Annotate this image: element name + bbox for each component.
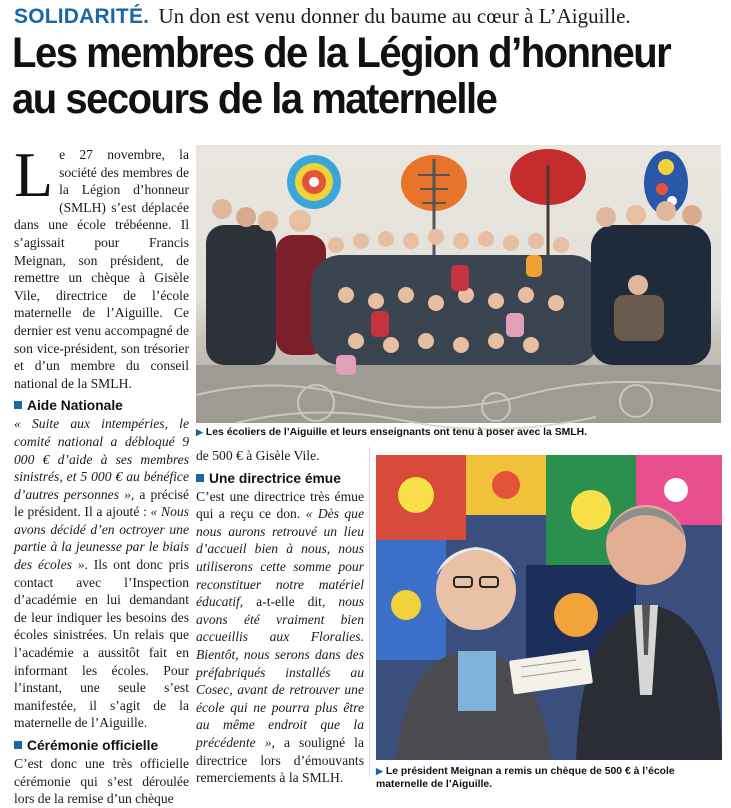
quote-3-attribution: a-t-elle dit, bbox=[243, 594, 339, 610]
subhead-ceremonie bbox=[14, 738, 189, 754]
headline-line-1: Les membres de la Légion d’honneur bbox=[12, 29, 671, 77]
directrice-paragraph bbox=[196, 488, 364, 787]
article-column-1 bbox=[14, 139, 189, 808]
subhead-text: Aide Nationale bbox=[27, 398, 123, 414]
mural-red-tree-icon bbox=[510, 149, 586, 255]
headline-line-2: au secours de la maternelle bbox=[12, 75, 497, 123]
triangle-bullet-icon: ▶ bbox=[196, 427, 203, 437]
mural-target-icon bbox=[287, 155, 341, 209]
subhead-text: Une directrice émue bbox=[209, 470, 341, 486]
drop-cap: L bbox=[14, 139, 54, 210]
triangle-bullet-icon: ▶ bbox=[376, 766, 383, 776]
caption-cheque-photo bbox=[376, 765, 722, 791]
subhead-aide-nationale bbox=[14, 398, 189, 414]
group-of-people bbox=[206, 199, 711, 375]
square-bullet-icon bbox=[196, 474, 204, 482]
quote-1-attribution: , a précisé le président. Il a ajouté : bbox=[14, 486, 189, 520]
square-bullet-icon bbox=[14, 401, 22, 409]
cheque-photo bbox=[376, 455, 722, 760]
quote-4: nous avons été vraiment bien accueillis aux Floralies. Bientôt, nous serons dans des préfabriqués installés au Cosec, avant de retrouver une école qui ne pourra plus être au même endroit que la précédente » bbox=[196, 594, 364, 750]
caption-text: Le président Meignan a remis un chèque de 500 € à l’école maternelle de l’Aiguille. bbox=[376, 766, 675, 790]
kicker-label: SOLIDARITÉ. bbox=[14, 5, 150, 28]
caption-text: Les écoliers de l’Aiguille et leurs enseignants ont tenu à poser avec la SMLH. bbox=[205, 427, 588, 438]
headline bbox=[12, 30, 677, 122]
directrice-intro: C’est une directrice très émue qui a reçu ce don. bbox=[196, 488, 364, 522]
quote-3: « Dès que nous aurons retrouvé un lieu d’accueil bien à nous, nous utiliserons cette somme pour reconstituer notre matériel éducatif, bbox=[196, 506, 364, 610]
directrice-paragraph-end: , a souligné la directrice lors d’émouvants remerciements à la SMLH. bbox=[196, 734, 364, 786]
ceremonie-paragraph: C’est donc une très officielle cérémonie qui s’est déroulée lors de la remise d’un chèque bbox=[14, 756, 189, 807]
square-bullet-icon bbox=[14, 741, 22, 749]
quote-2: « Nous avons décidé d’en octroyer une partie à la jeunesse par le biais des écoles » bbox=[14, 504, 189, 573]
subhead-text: Cérémonie officielle bbox=[27, 738, 159, 753]
subhead-directrice bbox=[196, 471, 364, 487]
aide-paragraph bbox=[14, 415, 189, 732]
column-2-continuation: de 500 € à Gisèle Vile. bbox=[196, 448, 320, 463]
cheque-photo-illustration bbox=[376, 455, 722, 760]
column-divider bbox=[369, 447, 370, 777]
article-column-2 bbox=[196, 447, 364, 787]
caption-group-photo bbox=[196, 426, 721, 440]
aide-paragraph-end: . Ils ont donc pris contact avec l’Inspection d’académie en lui demandant de leur indiquer les besoins des écoles sinistrées. Un relais que l’académie a aussitôt fait en informant les écoles. Pour l’instant, une seule s’est manifestée, il s’agit de la maternelle de l’Aiguille. bbox=[14, 557, 189, 731]
quote-1: « Suite aux intempéries, le comité national a débloqué 9 000 € d’aide à ses membres sinistrés, et 5 000 € au bénéfice d’autres personnes » bbox=[14, 416, 189, 502]
intro-paragraph bbox=[14, 139, 189, 392]
kicker bbox=[14, 4, 631, 29]
group-photo-illustration bbox=[196, 145, 721, 423]
kicker-text: Un don est venu donner du baume au cœur à L’Aiguille. bbox=[158, 4, 631, 28]
intro-text: e 27 novembre, la société des membres de la Légion d’honneur (SMLH) s’est déplacée dans une école trébéenne. Il s’agissait pour Francis Meignan, son président, de remettre un chèque à Gisèle Vile, directrice de l’école maternelle de l’Aiguille. Ce dernier est venu accompagné de son vice-président, son trésorier et d’un membre du conseil national de la SMLH. bbox=[14, 147, 189, 391]
group-photo bbox=[196, 145, 721, 423]
